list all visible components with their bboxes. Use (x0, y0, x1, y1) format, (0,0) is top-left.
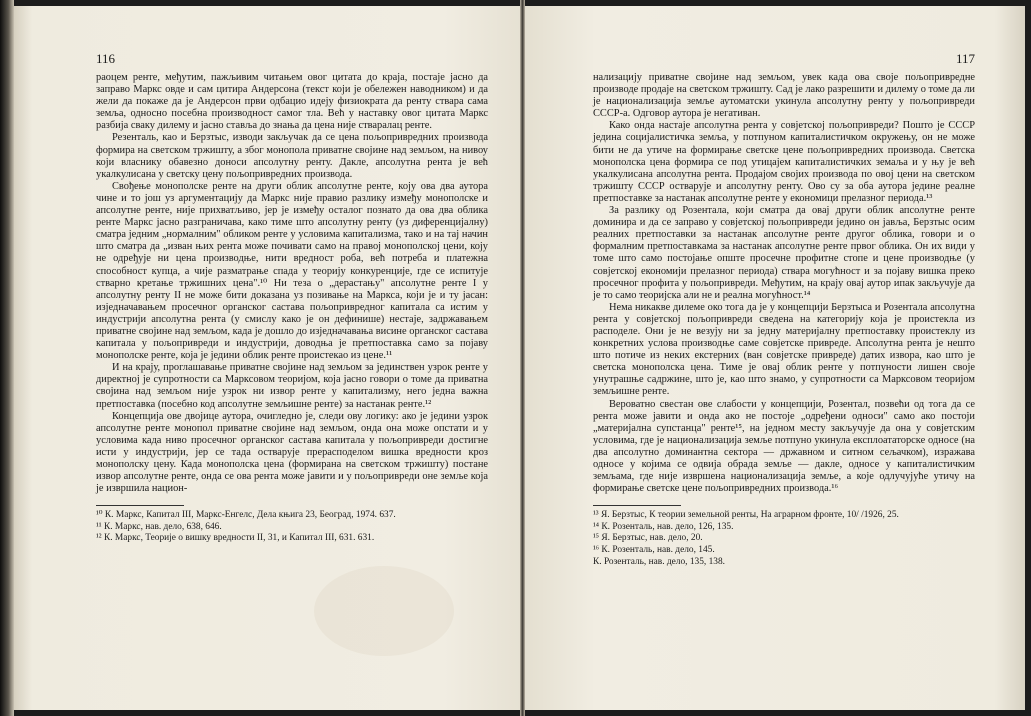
paragraph: Концепција ове двојице аутора, очигледно је, следи ову логику: ако је једини узрок апсолутне ренте монопол приватне својине над земљом, онда она може опстати и у условима када ниво просечног органског састава капитала у пољопривреди достигне исти у индустрији, јер се тада остварује прерасподелом вишка вредности кроз монополску цену. Када монополска цена (формирана на светском тржишту) постане извор апсолутне ренте, онда се ова рента може јавити и у пољопривреди оне земље која је извршила национ- (96, 410, 488, 495)
footnote-divider (593, 505, 681, 506)
footnote: К. Розенталь, нав. дело, 135, 138. (593, 556, 726, 567)
book-spine-edge (0, 0, 14, 716)
paragraph: раоцем ренте, међутим, пажљивим читањем овог цитата до краја, постаје јасно да заправо Маркс овде и сам цитира Андерсона (текст који је обележен наводником) и да жели да покаже да је Андерсон први одбацио идеју физиократа да ренту ствара сама земља, односно посебна производност самог тла. Већ у наставку овог цитата Маркс разбија сваку дилему и јасно ставља до знања да цена није стваралац ренте. (96, 72, 488, 132)
paragraph: Нема никакве дилеме око тога да је у концепцији Берзтыса и Розентала апсолутна рента у совјетској пољопривреди сведена на категорију која је проистекла из расподеле. Они је не везују ни за једну материјалну претпоставку проистеклу из конкретних услова производње саме совјетске привреде. Апсолутна рента је нешто што потиче из неких екстерних (ван совјетске привреде) датих извора, као што је светска монополска цена. Тиме је овај облик ренте у потпуности лишен своје унутрашње садржине, што је, као што знамо, у супротности са Марксовом теоријом земљишне ренте. (593, 301, 975, 398)
body-text (96, 72, 488, 495)
paragraph: нализацију приватне својине над земљом, увек када ова своје пољопривредне производе продаје на светском тржишту. Сад је лако разрешити и дилему о томе да ли је национализација земље аутоматски укинула апсолутну ренту у пољопривреди СССР-а. Одговор аутора је негативан. (593, 72, 975, 120)
footnote: ¹³ Я. Берзтыс, К теории земельной ренты, На аграрном фронте, 10/ /1926, 25. (593, 510, 899, 521)
paragraph: За разлику од Розентала, који сматра да овај други облик апсолутне ренте доминира и да се заправо у совјетској пољопривреди једино он јавља, Берзтыс осим реалних претпоставки за настанак апсолутне ренте другог облика, говори и о формалним претпоставкама за настанак апсолутне ренте првог облика. Он их види у томе што само постојање опште просечне профитне стопе и цене производње (у совјетској економији прелазног периода) ствара могућност и за појаву вишка преко просечног профита у пољопривреди. Међутим, на крају овај аутор ипак закључује да је то само теоријска али не и реална могућност.¹⁴ (593, 205, 975, 301)
paragraph: Како онда настаје апсолутна рента у совјетској пољопривреди? Пошто је СССР једина социјалистичка земља, у потпуном капиталистичком окружењу, он не може бити не да утиче на формирање светске цене пољопривредних производа. Светска монополска цена формира се под утицајем капиталистичких земаља и у њу је већ укалкулисана апсолутна рента. Продајом својих производа по овој цени на светском тржишту СССР остварује и апсолутну ренту. Ово су за оба аутора једине реалне претпоставке за настанак апсолутне ренте у економици прелазног периода.¹³ (593, 120, 975, 204)
page-number: 116 (96, 51, 116, 66)
paragraph: Свођење монополске ренте на други облик апсолутне ренте, коју ова два аутора чине и то још уз аргументацију да Маркс није правио разлику између монополске и апсолутне ренте, није прихватљиво, јер је између осталог познато да ова два облика ренте Маркс јасно разграничава, како тиме што апсолутну ренту (уз диференцијалну) сматра једним „нормалним" обликом ренте у условима капитализма, тако и на тај начин што сматра да „изван њих рента може почивати само на правој монополској цени, коју не одређује ни цена производње, нити вредност роба, већ потреба и платежна способност купца, а чије разматрање спада у теорију конкуренције, где се испитује стварно кретање тржишних цена".¹⁰ Ни теза о „дерастању" апсолутне ренте I у апсолутну ренту II не може бити доказана уз позивање на Маркса, који је и ту јасан: изједначавањем просечног органског састава пољопривредног капитала са истим у индустрији апсолутна рента (у смислу како је он дефинише) нестаје, задржавањем приватне својине над земљом, када је дошло до изједначавања висине органског састава капитала у пољопривреди и индустрији, доводња је претпоставка само за појаву монополске ренте, која је једини облик ренте проистекао из цене.¹¹ (96, 180, 488, 362)
footnote: ¹⁶ К. Розенталь, нав. дело, 145. (593, 545, 715, 556)
footnote: ¹⁰ К. Маркс, Капитал III, Маркс-Енгелс, Дела књига 23, Београд, 1974. 637. (96, 510, 396, 521)
paragraph: И на крају, проглашавање приватне својине над земљом за јединствен узрок ренте у директној је супротности са Марксовом теоријом, која јасно говори о томе да приватна својина над земљом није узрок ни извор ренте у капитализму, него једна важна претпоставка (посебно код апсолутне земљишне ренте) за настанак ренте.¹² (96, 362, 488, 410)
paper-stain (314, 566, 454, 656)
paragraph: Вероватно свестан ове слабости у концепцији, Розентал, позвећи од тога да се рента може јавити и онда ако не постоје „одређени односи" само ако постоји „материјална супстанца" ренте¹⁵, на једном месту закључује да она у совјетским условима, где је национализација земље потпуно укинула експлоататорске односе (на два апсолутно доминантна сектора — државном и ситном сељачком), изражава односе у којима се одвија обрада земље — дакле, односе у капиталистичким земљама, где није извршена национализација земље, а које одлучујуће утичу на формирање светске цене пољопривредних производа.¹⁶ (593, 398, 975, 495)
left-page (14, 6, 520, 710)
right-page (525, 6, 1025, 710)
footnote: ¹¹ К. Маркс, нав. дело, 638, 646. (96, 521, 222, 532)
paragraph: Резенталь, као и Берзтыс, изводи закључак да се цена пољопривредних производа формира на светском тржишту, а због монопола приватне својине над земљом, на нивоу који власнику обавезно доноси апсолутну ренту. Дакле, апсолутна рента је већ укалкулисана у светску цену пољопривредних производа. (96, 132, 488, 180)
footnote-divider (96, 505, 184, 506)
footnotes (593, 510, 975, 568)
page-number: 117 (955, 51, 975, 66)
footnote: ¹⁴ К. Розенталь, нав. дело, 126, 135. (593, 521, 734, 532)
footnote: ¹² К. Маркс, Теорије о вишку вредности II, 31, и Капитал III, 631. 631. (96, 533, 375, 544)
body-text (593, 72, 975, 495)
footnote: ¹⁵ Я. Берзтыс, нав. дело, 20. (593, 533, 703, 544)
footnotes (96, 510, 488, 545)
